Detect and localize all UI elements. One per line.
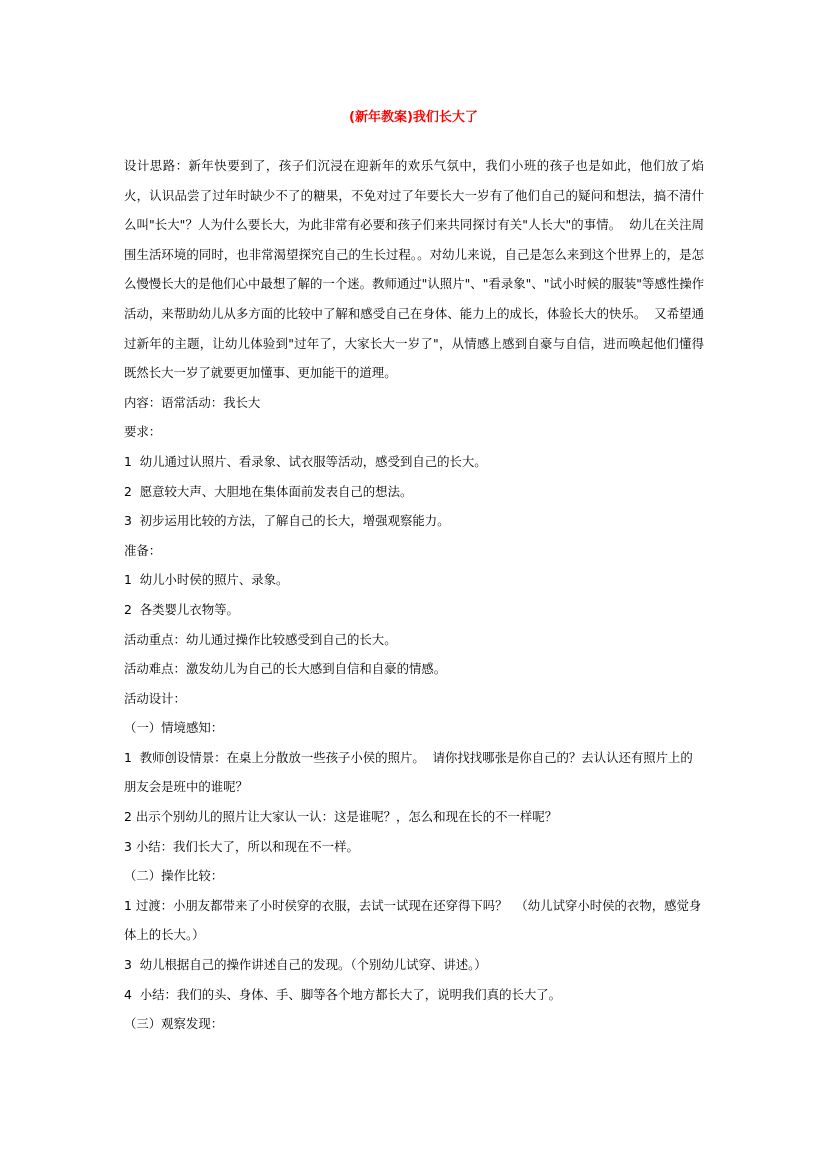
document-body: [124, 151, 704, 1039]
activity-step: 3 幼儿根据自己的操作讲述自己的发现。（个别幼儿试穿、讲述。）: [124, 957, 487, 973]
activity-step: 4 小结：我们的头、身体、手、脚等各个地方都长大了，说明我们真的长大了。: [124, 986, 562, 1002]
activity-step: 2 出示个别幼儿的照片让大家认一认：这是谁呢？，怎么和现在长的不一样呢？: [124, 809, 558, 825]
section-heading: （三）观察发现：: [124, 1016, 224, 1032]
activity-step: 3 小结：我们长大了，所以和现在不一样。: [124, 838, 359, 854]
preparation-item: 1 幼儿小时侯的照片、录象。: [124, 572, 289, 588]
difficulty-line: 活动难点：激发幼儿为自己的长大感到自信和自豪的情感。: [124, 661, 447, 677]
requirement-item: 1 幼儿通过认照片、看录象、试衣服等活动，感受到自己的长大。: [124, 453, 487, 469]
activity-step: 1 过渡：小朋友都带来了小时侯穿的衣服，去试一试现在还穿得下吗？ （幼儿试穿小时侯的衣物，感觉身体上的长大。）: [124, 897, 702, 943]
requirement-item: 3 初步运用比较的方法，了解自己的长大，增强观察能力。: [124, 513, 450, 529]
requirements-heading: 要求：: [124, 424, 162, 440]
content-line: 内容：语常活动：我长大: [124, 394, 261, 410]
key-point-line: 活动重点：幼儿通过操作比较感受到自己的长大。: [124, 631, 397, 647]
section-heading: （一）情境感知：: [124, 720, 224, 736]
requirement-item: 2 愿意较大声、大胆地在集体面前发表自己的想法。: [124, 483, 413, 499]
preparation-item: 2 各类婴儿衣物等。: [124, 601, 239, 617]
document-title: (新年教案)我们长大了: [349, 110, 478, 125]
activity-design-heading: 活动设计：: [124, 690, 186, 706]
section-heading: （二）操作比较：: [124, 868, 224, 884]
design-rationale-paragraph: 设计思路：新年快要到了，孩子们沉浸在迎新年的欢乐气氛中，我们小班的孩子也是如此，他们放了焰火，认识品尝了过年时缺少不了的糖果，不免对过了年要长大一岁有了他们自己的疑问和想法，搞不清什么叫"长大"？人为什么要长大，为此非常有必要和孩子们来共同探讨有关"人长大"的事情。 幼儿在关注周围生活环境的同时，也非常渴望探究自己的生长过程。。对幼儿来说，自己是怎么来到这个世界上的，是怎么慢慢长大的是他们心中最想了解的一个迷。教师通过"认照片"、"看录象"、"试小时候的服装"等感性操作活动，来帮助幼儿从多方面的比较中了解和感受自己在身体、能力上的成长，体验长大的快乐。 又希望通过新年的主题，让幼儿体验到"过年了，大家长大一岁了"，从情感上感到自豪与自信，进而唤起他们懂得既然长大一岁了就要更加懂事、更加能干的道理。: [124, 158, 704, 381]
activity-step: 1 教师创设情景：在桌上分散放一些孩子小侯的照片。 请你找找哪张是你自己的？去认认还有照片上的朋友会是班中的谁呢？: [124, 749, 693, 795]
preparation-heading: 准备：: [124, 542, 162, 558]
